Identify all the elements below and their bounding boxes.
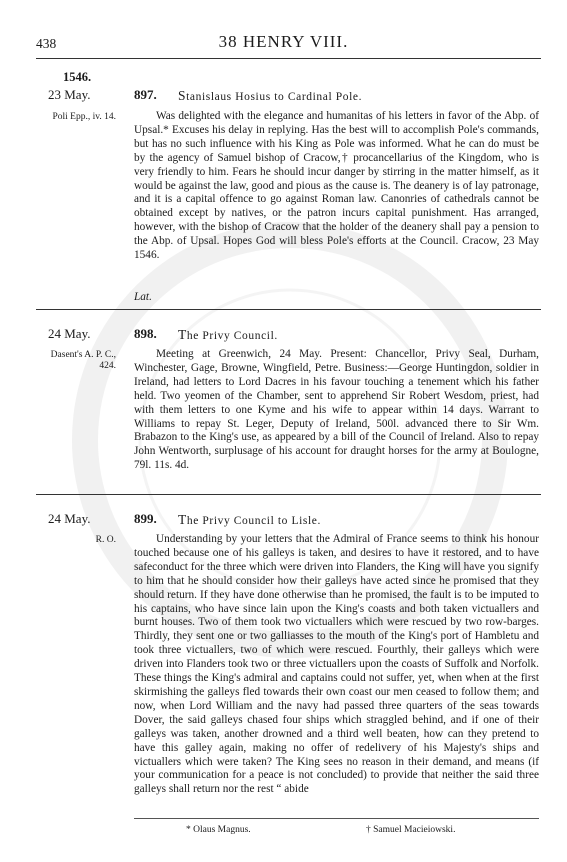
running-title: 38 HENRY VIII. (218, 32, 349, 51)
entry-number: 899. (134, 511, 157, 526)
entry-date: 24 May. (48, 511, 91, 526)
entry-body: Understanding by your letters that the Admiral of France seems to think his honour touched because one of his galleys is taken, and desires to have it restored, and to have safeconduct for the three which were driven into Flanders, the King will have you signify to him that he should consider how their galleys have acted since he promised that they should return. If they have done otherwise than he promised, the fault is to be imputed to his captains, who have since lain upon the King's coasts and both taken victuallers and burnt houses. Two of them took two victuallers which were rescued by two row-barges. Thirdly, they sent one or two galliasses to the mouth of the King's port of Hambletu and took three victuallers, two of which were rescued. Fourthly, their galleys which were driven into Flanders took two or three victuallers upon the coasts of Suffolk and Norfolk. These things the King's admiral and captains could not suffer, yet, when when at the first skirmishing the galleys fled towards their own coast our men ceased to follow them; and now, when Lord William and the navy had passed three quarters of the seas towards Dover, the said galleys chased four ships which straggled behind, and if one of their galleys was taken, another drowned and a third well beaten, how can they pretend to have this galley again, making no offer of redelivery of his Majesty's ships and victuallers which were taken? The King sees no reason in their demand, and means (if your communication for a peace is not concluded) to provide that neither the said three galleys shall return nor the rest “ abide (134, 533, 539, 796)
footnote: * Olaus Magnus. (186, 825, 251, 835)
entry-title: The Privy Council. (178, 327, 278, 342)
entry-title: The Privy Council to Lisle. (178, 512, 321, 527)
entry-body: Was delighted with the elegance and humanitas of his letters in favor of the Abp. of Upsal.* Excuses his delay in replying. Has the best will to accomplish Pole's commands, but has no such influence with his King as Pole was informed. What he can do must be by the agency of Samuel bishop of Cracow,† procancellarius of the Kingdom, who is very friendly to him. Fears he should incur danger by stirring in the matter himself, as it would be against the law, good and pious as the cause is. The deanery is of lay patronage, and it is a capital offence to go against Roman law. Canonries of cathedrals cannot be obtained except by natives, or the patron incurs capital punishment. Has arranged, however, with the bishop of Cracow that the holder of the deanery shall pay a pension to the Abp. of Upsal. Hopes God will bless Pole's efforts at the Council. Cracow, 23 May 1546. (134, 110, 539, 262)
footnote-rule (134, 818, 539, 819)
entry-separator (36, 494, 541, 495)
entry-date: 24 May. (48, 326, 91, 341)
entry-body: Meeting at Greenwich, 24 May. Present: Chancellor, Privy Seal, Durham, Winchester, Gage, Browne, Wingfield, Petre. Business:—George Huntingdon, soldier in Ireland, had letters to Lord Dacres in his favour touching a tenement which his father held. Two yeomen of the Chamber, sent to apprehend Sir Robert Wesdom, priest, had with them letters to one Kyme and his wife to appear within 14 days. Warrant to Williams to repay St. Leger, Deputy of Ireland, 500l. advanced there to Sir Wm. Brabazon to the King's use, as appeared by a bill of the Council of Ireland. Also to repay John Wentworth, surplusage of his account for draught horses for the army at Boulogne, 79l. 11s. 4d. (134, 348, 539, 472)
entry-sidenote: Poli Epp., iv. 14. (52, 112, 116, 122)
year-label: 1546. (63, 70, 92, 84)
entry-sidenote: Dasent's A. P. C., 424. (50, 350, 116, 371)
entry-language: Lat. (134, 291, 152, 303)
page-number: 438 (36, 36, 57, 51)
entry-number: 898. (134, 326, 157, 341)
entry-sidenote: R. O. (95, 535, 116, 545)
header-rule (36, 58, 541, 59)
entry-separator (36, 309, 541, 310)
entry-date: 23 May. (48, 87, 91, 102)
footnote: † Samuel Macieiowski. (366, 825, 456, 835)
entry-number: 897. (134, 87, 157, 102)
entry-title: Stanislaus Hosius to Cardinal Pole. (178, 88, 363, 103)
